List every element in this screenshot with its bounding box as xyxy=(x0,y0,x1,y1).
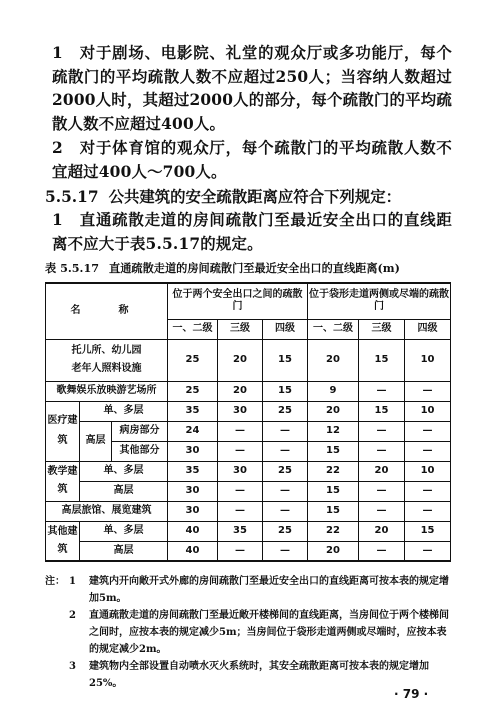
value-cell: — xyxy=(405,501,451,521)
value-cell: 25 xyxy=(168,381,218,401)
row-label: 其他部分 xyxy=(112,441,168,461)
value-cell: — xyxy=(218,501,263,521)
value-cell: 35 xyxy=(168,401,218,421)
value-cell: 30 xyxy=(168,501,218,521)
table-row xyxy=(46,481,451,501)
paragraph-3: 1 直通疏散走道的房间疏散门至最近安全出口的直线距离不应大于表5.5.17的规定。 xyxy=(52,211,452,253)
value-cell: — xyxy=(405,481,451,501)
value-cell: — xyxy=(359,381,405,401)
level-cell: 三级 xyxy=(218,319,263,339)
level-cell: 一、二级 xyxy=(168,319,218,339)
value-cell: — xyxy=(218,481,263,501)
level-cell: 一、二级 xyxy=(308,319,359,339)
value-cell: 15 xyxy=(359,401,405,421)
note-number: 2 xyxy=(69,610,76,621)
value-cell: 10 xyxy=(405,461,451,481)
value-cell: — xyxy=(218,421,263,441)
row-label: 病房部分 xyxy=(112,421,168,441)
table-row xyxy=(46,501,451,521)
value-cell: 25 xyxy=(263,461,308,481)
value-cell: 20 xyxy=(308,541,359,561)
table-row xyxy=(46,541,451,561)
value-cell: 30 xyxy=(218,401,263,421)
paragraph-2: 2 对于体育馆的观众厅，每个疏散门的平均疏散人数不宜超过400人～700人。 xyxy=(52,139,452,181)
table-row xyxy=(46,381,451,401)
row-label: 歌舞娱乐放映游艺场所 xyxy=(46,381,168,401)
header-group-dead-end: 位于袋形走道两侧或尽端的疏散门 xyxy=(308,283,451,319)
distance-table xyxy=(45,282,451,562)
value-cell: 30 xyxy=(168,481,218,501)
value-cell: 35 xyxy=(218,521,263,541)
row-label: 单、多层 xyxy=(80,461,168,481)
row-label: 高层 xyxy=(80,481,168,501)
table-caption xyxy=(45,261,465,275)
note-text: 建筑内开向敞开式外廊的房间疏散门至最近安全出口的直线距离可按本表的规定增加5m。 xyxy=(89,576,449,604)
value-cell: 20 xyxy=(359,461,405,481)
row-group-label: 教学建筑 xyxy=(46,461,80,501)
header-name: 名 称 xyxy=(70,305,143,317)
value-cell: 25 xyxy=(263,521,308,541)
note-spacer xyxy=(45,658,69,692)
level-cell: 四级 xyxy=(263,319,308,339)
table-row xyxy=(46,461,451,481)
value-cell: — xyxy=(359,501,405,521)
clause-number: 5.5.17 xyxy=(45,188,99,206)
value-cell: 9 xyxy=(308,381,359,401)
value-cell: — xyxy=(218,441,263,461)
value-cell: 25 xyxy=(263,401,308,421)
table-row xyxy=(46,401,451,421)
value-cell: 15 xyxy=(308,481,359,501)
value-cell: 24 xyxy=(168,421,218,441)
clause-heading xyxy=(45,186,465,208)
note-item xyxy=(45,607,450,658)
table-number: 表 5.5.17 xyxy=(45,261,100,275)
note-spacer xyxy=(45,607,69,658)
row-sub-label: 高层 xyxy=(80,421,112,461)
table-header-row xyxy=(46,283,451,319)
note-number: 1 xyxy=(69,576,76,587)
row-label: 高层 xyxy=(80,541,168,561)
value-cell: — xyxy=(405,381,451,401)
level-cell: 三级 xyxy=(359,319,405,339)
value-cell: 20 xyxy=(218,339,263,381)
value-cell: — xyxy=(359,421,405,441)
value-cell: — xyxy=(263,481,308,501)
row-label: 单、多层 xyxy=(80,521,168,541)
value-cell: 15 xyxy=(359,339,405,381)
clause-title: 公共建筑的安全疏散距离应符合下列规定： xyxy=(108,188,401,206)
value-cell: 15 xyxy=(308,441,359,461)
header-group-between-exits: 位于两个安全出口之间的疏散门 xyxy=(168,283,308,319)
value-cell: 30 xyxy=(168,441,218,461)
header-name-cell xyxy=(46,283,168,339)
value-cell: — xyxy=(263,541,308,561)
value-cell: 10 xyxy=(405,339,451,381)
row-label: 单、多层 xyxy=(80,401,168,421)
value-cell: — xyxy=(218,541,263,561)
row-group-label: 医疗建筑 xyxy=(46,401,80,461)
note-item xyxy=(45,658,450,692)
value-cell: 20 xyxy=(308,401,359,421)
value-cell: — xyxy=(405,441,451,461)
value-cell: — xyxy=(359,441,405,461)
value-cell: 25 xyxy=(168,339,218,381)
table-title: 直通疏散走道的房间疏散门至最近安全出口的直线距离(m) xyxy=(109,261,400,275)
note-text: 建筑物内全部设置自动喷水灭火系统时，其安全疏散距离可按本表的规定增加25%。 xyxy=(89,661,429,689)
value-cell: 30 xyxy=(218,461,263,481)
row-group-label: 其他建筑 xyxy=(46,521,80,561)
value-cell: 40 xyxy=(168,541,218,561)
value-cell: 20 xyxy=(308,339,359,381)
table-row xyxy=(46,339,451,381)
value-cell: — xyxy=(405,421,451,441)
value-cell: 15 xyxy=(308,501,359,521)
row-label: 托儿所、幼儿园 老年人照料设施 xyxy=(46,339,168,381)
value-cell: — xyxy=(263,441,308,461)
row-label: 高层旅馆、展览建筑 xyxy=(46,501,168,521)
value-cell: 22 xyxy=(308,461,359,481)
notes-lead: 注： xyxy=(45,576,65,587)
note-item xyxy=(45,573,450,607)
note-text: 直通疏散走道的房间疏散门至最近敞开楼梯间的直线距离，当房间位于两个楼梯间之间时，应按本表的规定减少5m；当房间位于袋形走道两侧或尽端时，应按本表的规定减少2m。 xyxy=(89,610,449,655)
value-cell: 20 xyxy=(359,521,405,541)
value-cell: 10 xyxy=(405,401,451,421)
page-number: · 79 · xyxy=(394,687,429,701)
paragraph-1: 1 对于剧场、电影院、礼堂的观众厅或多功能厅，每个疏散门的平均疏散人数不应超过250人；当容纳人数超过2000人时，其超过2000人的部分，每个疏散门的平均疏散人数不应超过400人。 xyxy=(52,44,452,133)
value-cell: — xyxy=(263,501,308,521)
value-cell: — xyxy=(359,481,405,501)
value-cell: 12 xyxy=(308,421,359,441)
value-cell: 20 xyxy=(218,381,263,401)
value-cell: 22 xyxy=(308,521,359,541)
value-cell: — xyxy=(405,541,451,561)
table-notes xyxy=(45,573,450,692)
level-cell: 四级 xyxy=(405,319,451,339)
table-row xyxy=(46,521,451,541)
value-cell: 40 xyxy=(168,521,218,541)
value-cell: — xyxy=(263,421,308,441)
value-cell: 35 xyxy=(168,461,218,481)
table-row xyxy=(46,421,451,441)
value-cell: 15 xyxy=(405,521,451,541)
note-number: 3 xyxy=(69,661,76,672)
value-cell: 15 xyxy=(263,381,308,401)
value-cell: 15 xyxy=(263,339,308,381)
value-cell: — xyxy=(359,541,405,561)
